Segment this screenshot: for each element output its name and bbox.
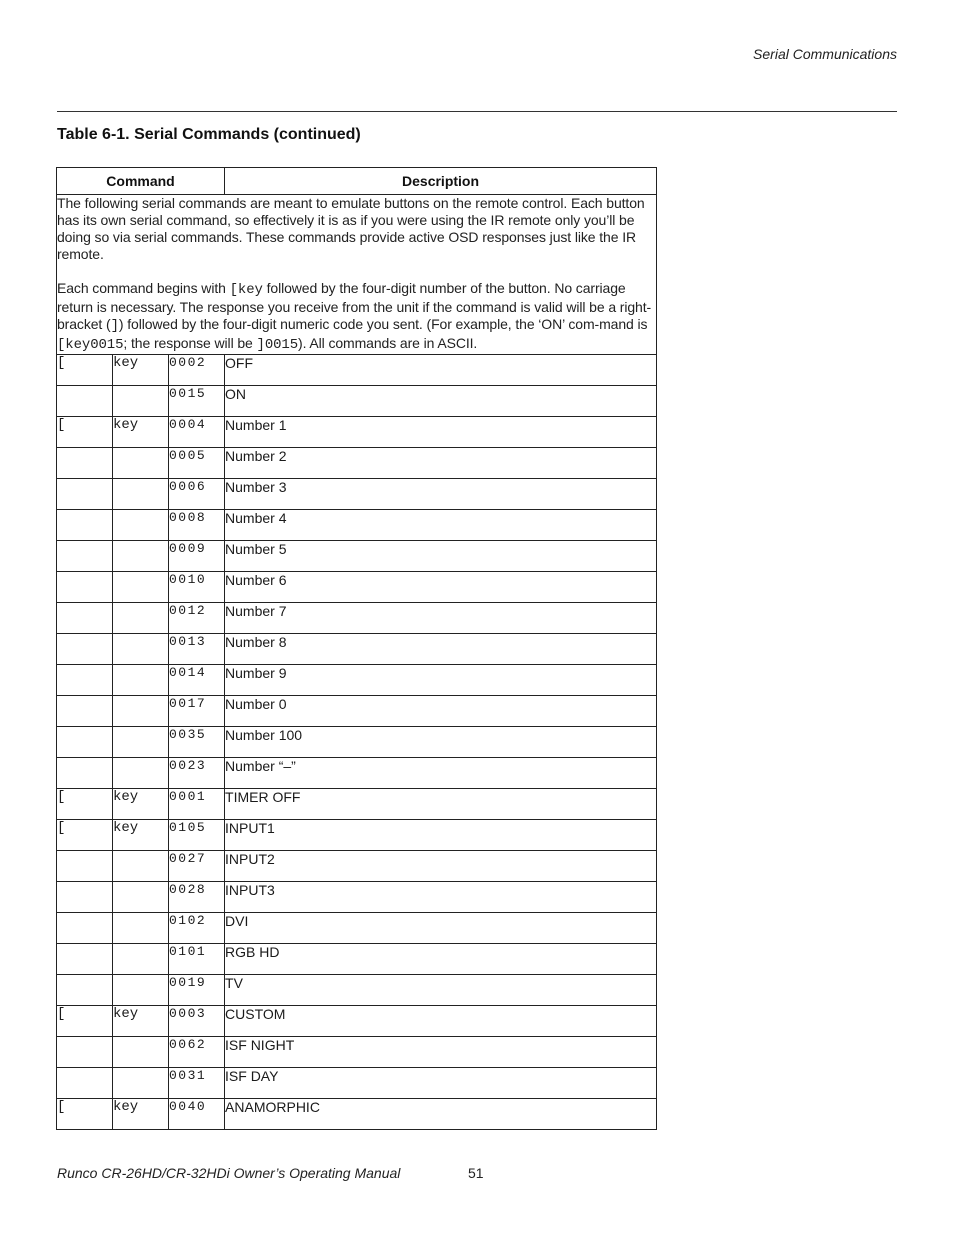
bracket-cell: [ [57, 820, 113, 851]
code-cell: 0105 [169, 820, 225, 851]
table-row [57, 1099, 657, 1130]
key-cell [113, 758, 169, 789]
table-row [57, 634, 657, 665]
table-row [57, 789, 657, 820]
bracket-cell [57, 1068, 113, 1099]
description-cell: Number 1 [225, 417, 657, 448]
bracket-cell [57, 386, 113, 417]
key-cell [113, 386, 169, 417]
bracket-cell: [ [57, 1006, 113, 1037]
table-row [57, 665, 657, 696]
code-cell: 0062 [169, 1037, 225, 1068]
description-cell: DVI [225, 913, 657, 944]
intro-code: [key0015 [57, 337, 124, 353]
description-cell: Number 8 [225, 634, 657, 665]
code-cell: 0005 [169, 448, 225, 479]
intro-code: ] [110, 318, 119, 334]
bracket-cell [57, 882, 113, 913]
code-cell: 0003 [169, 1006, 225, 1037]
description-cell: INPUT3 [225, 882, 657, 913]
code-cell: 0035 [169, 727, 225, 758]
table-row [57, 1068, 657, 1099]
code-cell: 0017 [169, 696, 225, 727]
serial-commands-table [56, 167, 657, 1130]
code-cell: 0006 [169, 479, 225, 510]
key-cell [113, 634, 169, 665]
table-row [57, 386, 657, 417]
bracket-cell: [ [57, 355, 113, 386]
bracket-cell: [ [57, 1099, 113, 1130]
footer-manual-title: Runco CR-26HD/CR-32HDi Owner’s Operating Manual [57, 1165, 401, 1181]
table-row [57, 913, 657, 944]
description-cell: ISF DAY [225, 1068, 657, 1099]
description-cell: Number 5 [225, 541, 657, 572]
running-header: Serial Communications [753, 46, 897, 62]
code-cell: 0019 [169, 975, 225, 1006]
key-cell: key [113, 789, 169, 820]
code-cell: 0040 [169, 1099, 225, 1130]
bracket-cell [57, 727, 113, 758]
key-cell [113, 541, 169, 572]
key-cell [113, 665, 169, 696]
intro-cell [57, 195, 657, 355]
description-cell: Number 9 [225, 665, 657, 696]
intro-text: ; the response will be [123, 335, 257, 351]
code-cell: 0004 [169, 417, 225, 448]
bracket-cell [57, 975, 113, 1006]
table-row [57, 417, 657, 448]
table-row [57, 758, 657, 789]
code-cell: 0102 [169, 913, 225, 944]
bracket-cell [57, 510, 113, 541]
bracket-cell [57, 479, 113, 510]
description-cell: Number 6 [225, 572, 657, 603]
intro-code: ]0015 [256, 337, 299, 353]
description-cell: Number 4 [225, 510, 657, 541]
code-cell: 0002 [169, 355, 225, 386]
description-cell: Number 2 [225, 448, 657, 479]
description-cell: CUSTOM [225, 1006, 657, 1037]
code-cell: 0014 [169, 665, 225, 696]
description-cell: ISF NIGHT [225, 1037, 657, 1068]
description-cell: INPUT1 [225, 820, 657, 851]
table-header-row [57, 168, 657, 195]
key-cell [113, 851, 169, 882]
code-cell: 0010 [169, 572, 225, 603]
description-cell: Number “–” [225, 758, 657, 789]
bracket-cell [57, 541, 113, 572]
table-row [57, 1037, 657, 1068]
key-cell [113, 448, 169, 479]
table-row [57, 882, 657, 913]
description-cell: Number 0 [225, 696, 657, 727]
key-cell [113, 975, 169, 1006]
table-row [57, 355, 657, 386]
description-cell: TV [225, 975, 657, 1006]
description-cell: TIMER OFF [225, 789, 657, 820]
table-row [57, 851, 657, 882]
bracket-cell [57, 913, 113, 944]
intro-text: Each command begins with [57, 280, 230, 296]
table-row [57, 541, 657, 572]
key-cell: key [113, 1006, 169, 1037]
bracket-cell [57, 1037, 113, 1068]
description-cell: INPUT2 [225, 851, 657, 882]
key-cell [113, 603, 169, 634]
bracket-cell [57, 634, 113, 665]
table-row [57, 603, 657, 634]
key-cell [113, 913, 169, 944]
code-cell: 0013 [169, 634, 225, 665]
bracket-cell [57, 448, 113, 479]
bracket-cell [57, 944, 113, 975]
table-row [57, 448, 657, 479]
intro-row [57, 195, 657, 355]
key-cell [113, 572, 169, 603]
intro-paragraph-2 [57, 280, 656, 354]
bracket-cell [57, 696, 113, 727]
key-cell [113, 882, 169, 913]
code-cell: 0008 [169, 510, 225, 541]
intro-text: ). All commands are in ASCII. [298, 335, 478, 351]
code-cell: 0012 [169, 603, 225, 634]
code-cell: 0028 [169, 882, 225, 913]
table-row [57, 696, 657, 727]
code-cell: 0027 [169, 851, 225, 882]
table-title: Table 6-1. Serial Commands (continued) [57, 126, 361, 143]
description-column-header: Description [225, 168, 657, 195]
bracket-cell [57, 603, 113, 634]
bracket-cell [57, 572, 113, 603]
key-cell [113, 1037, 169, 1068]
table-row [57, 479, 657, 510]
table-row [57, 975, 657, 1006]
key-cell [113, 479, 169, 510]
bracket-cell [57, 851, 113, 882]
code-cell: 0031 [169, 1068, 225, 1099]
description-cell: ON [225, 386, 657, 417]
table-row [57, 820, 657, 851]
description-cell: ANAMORPHIC [225, 1099, 657, 1130]
description-cell: RGB HD [225, 944, 657, 975]
key-cell: key [113, 417, 169, 448]
table-row [57, 727, 657, 758]
description-cell: Number 7 [225, 603, 657, 634]
code-cell: 0001 [169, 789, 225, 820]
code-cell: 0015 [169, 386, 225, 417]
intro-text: followed by the four-digit number of the button. No carriage return is necessary. The response you receive from the unit if the command is valid will be a right-bracket ( [57, 280, 652, 332]
key-cell [113, 696, 169, 727]
table-row [57, 1006, 657, 1037]
intro-code: [key [229, 282, 263, 298]
key-cell [113, 1068, 169, 1099]
bracket-cell: [ [57, 789, 113, 820]
table-row [57, 944, 657, 975]
key-cell: key [113, 1099, 169, 1130]
key-cell [113, 510, 169, 541]
code-cell: 0101 [169, 944, 225, 975]
intro-text: ) followed by the four-digit numeric code you sent. (For example, the ‘ON’ com-mand is [118, 316, 648, 332]
bracket-cell [57, 758, 113, 789]
key-cell: key [113, 820, 169, 851]
page-number: 51 [468, 1165, 484, 1181]
key-cell: key [113, 355, 169, 386]
description-cell: Number 100 [225, 727, 657, 758]
command-column-header: Command [57, 168, 225, 195]
key-cell [113, 944, 169, 975]
bracket-cell: [ [57, 417, 113, 448]
code-cell: 0023 [169, 758, 225, 789]
bracket-cell [57, 665, 113, 696]
table-row [57, 510, 657, 541]
header-rule [57, 111, 897, 112]
table-row [57, 572, 657, 603]
code-cell: 0009 [169, 541, 225, 572]
description-cell: OFF [225, 355, 657, 386]
description-cell: Number 3 [225, 479, 657, 510]
intro-paragraph-1: The following serial commands are meant to emulate buttons on the remote control. Each button has its own serial command, so effectively it is as if you were using the IR remote only you’ll be doing so via serial commands. These commands provide active OSD responses just like the IR remote. [57, 195, 645, 262]
key-cell [113, 727, 169, 758]
